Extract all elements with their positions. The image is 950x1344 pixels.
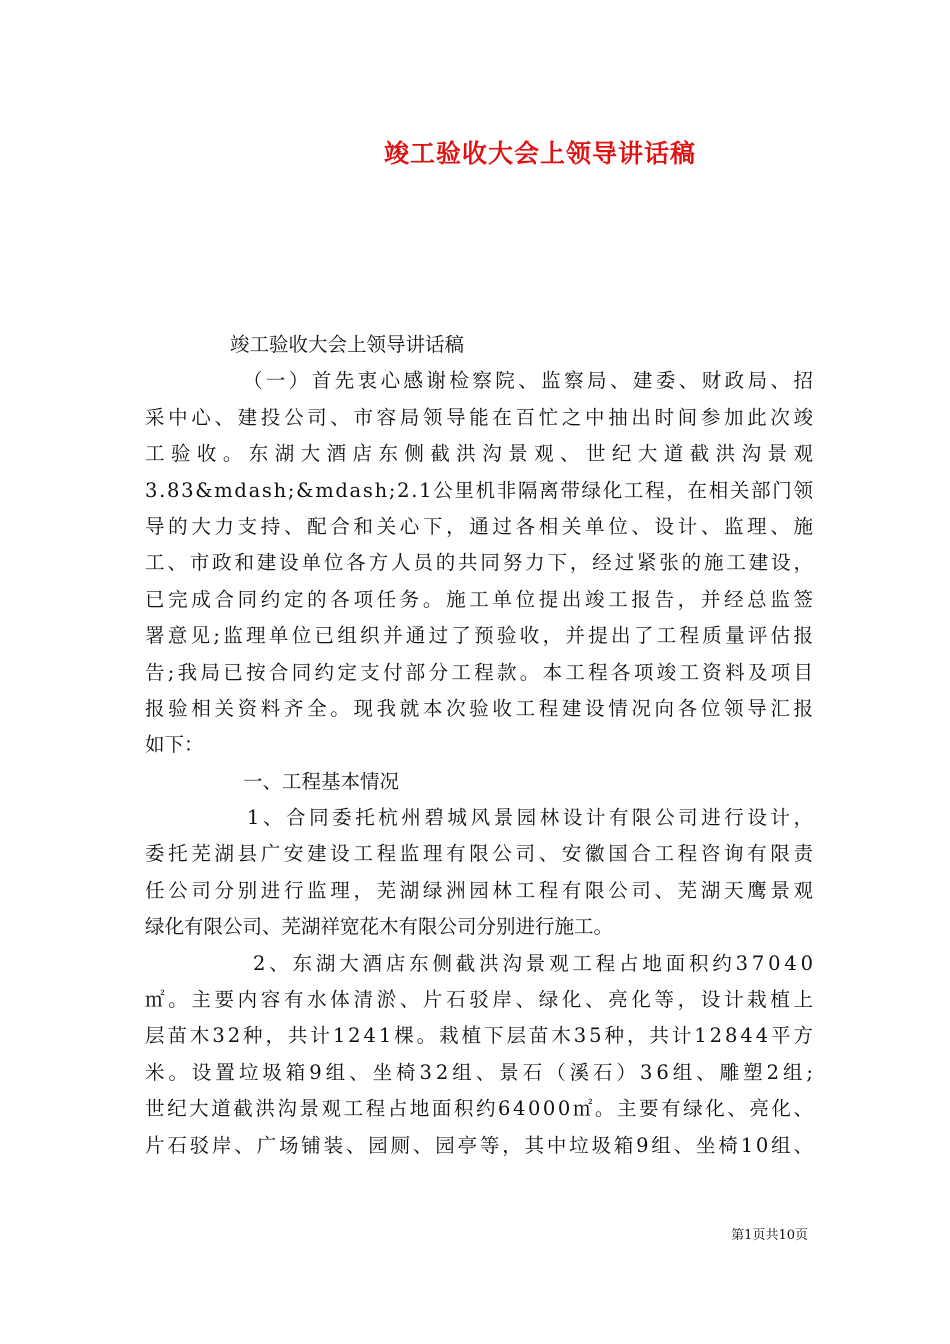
body-line: 2、东湖大酒店东侧截洪沟景观工程占地面积约37040 <box>253 951 817 975</box>
body-line: 米。设置垃圾箱9组、坐椅32组、景石（溪石）36组、雕塑2组; <box>145 1060 817 1084</box>
body-line: 工、市政和建设单位各方人员的共同努力下，经过紧张的施工建设， <box>145 551 816 575</box>
document-body <box>145 327 820 1164</box>
body-line: 告;我局已按合同约定支付部分工程款。本工程各项竣工资料及项目 <box>145 660 817 684</box>
body-line: 任公司分别进行监理，芜湖绿洲园林工程有限公司、芜湖天鹰景观 <box>145 878 817 902</box>
body-line: 片石驳岸、广场铺装、园厕、园亭等，其中垃圾箱9组、坐椅10组、 <box>145 1133 816 1157</box>
section-heading: 一、工程基本情况 <box>243 769 400 793</box>
body-line: 工验收。东湖大酒店东侧截洪沟景观、世纪大道截洪沟景观 <box>145 442 820 466</box>
body-line: ㎡。主要内容有水体清淤、片石驳岸、绿化、亮化等，设计栽植上 <box>145 988 817 1012</box>
body-line: 3.83&mdash;&mdash;2.1公里机非隔离带绿化工程，在相关部门领 <box>145 478 815 502</box>
body-line: 采中心、建投公司、市容局领导能在百忙之中抽出时间参加此次竣 <box>145 405 817 429</box>
body-line: 1、合同委托杭州碧城风景园林设计有限公司进行设计， <box>247 806 817 830</box>
body-line: 导的大力支持、配合和关心下，通过各相关单位、设计、监理、施 <box>145 514 817 538</box>
body-line: （一）首先衷心感谢检察院、监察局、建委、财政局、招 <box>243 369 817 393</box>
body-line: 绿化有限公司、芜湖祥宽花木有限公司分别进行施工。 <box>145 915 614 939</box>
body-line: 委托芜湖县广安建设工程监理有限公司、安徽国合工程咨询有限责 <box>145 842 817 866</box>
page-number: 第1页共10页 <box>731 1228 808 1243</box>
body-line: 层苗木32种，共计1241棵。栽植下层苗木35种，共计12844平方 <box>145 1024 816 1048</box>
body-line: 已完成合同约定的各项任务。施工单位提出竣工报告，并经总监签 <box>145 587 817 611</box>
body-line: 如下： <box>145 733 204 757</box>
body-line: 署意见;监理单位已组织并通过了预验收，并提出了工程质量评估报 <box>145 624 817 648</box>
body-line: 竣工验收大会上领导讲话稿 <box>230 333 465 356</box>
body-line: 世纪大道截洪沟景观工程占地面积约64000㎡。主要有绿化、亮化、 <box>145 1097 816 1121</box>
document-title: 竣工验收大会上领导讲话稿 <box>383 139 696 168</box>
body-line: 报验相关资料齐全。现我就本次验收工程建设情况向各位领导汇报 <box>145 696 817 720</box>
